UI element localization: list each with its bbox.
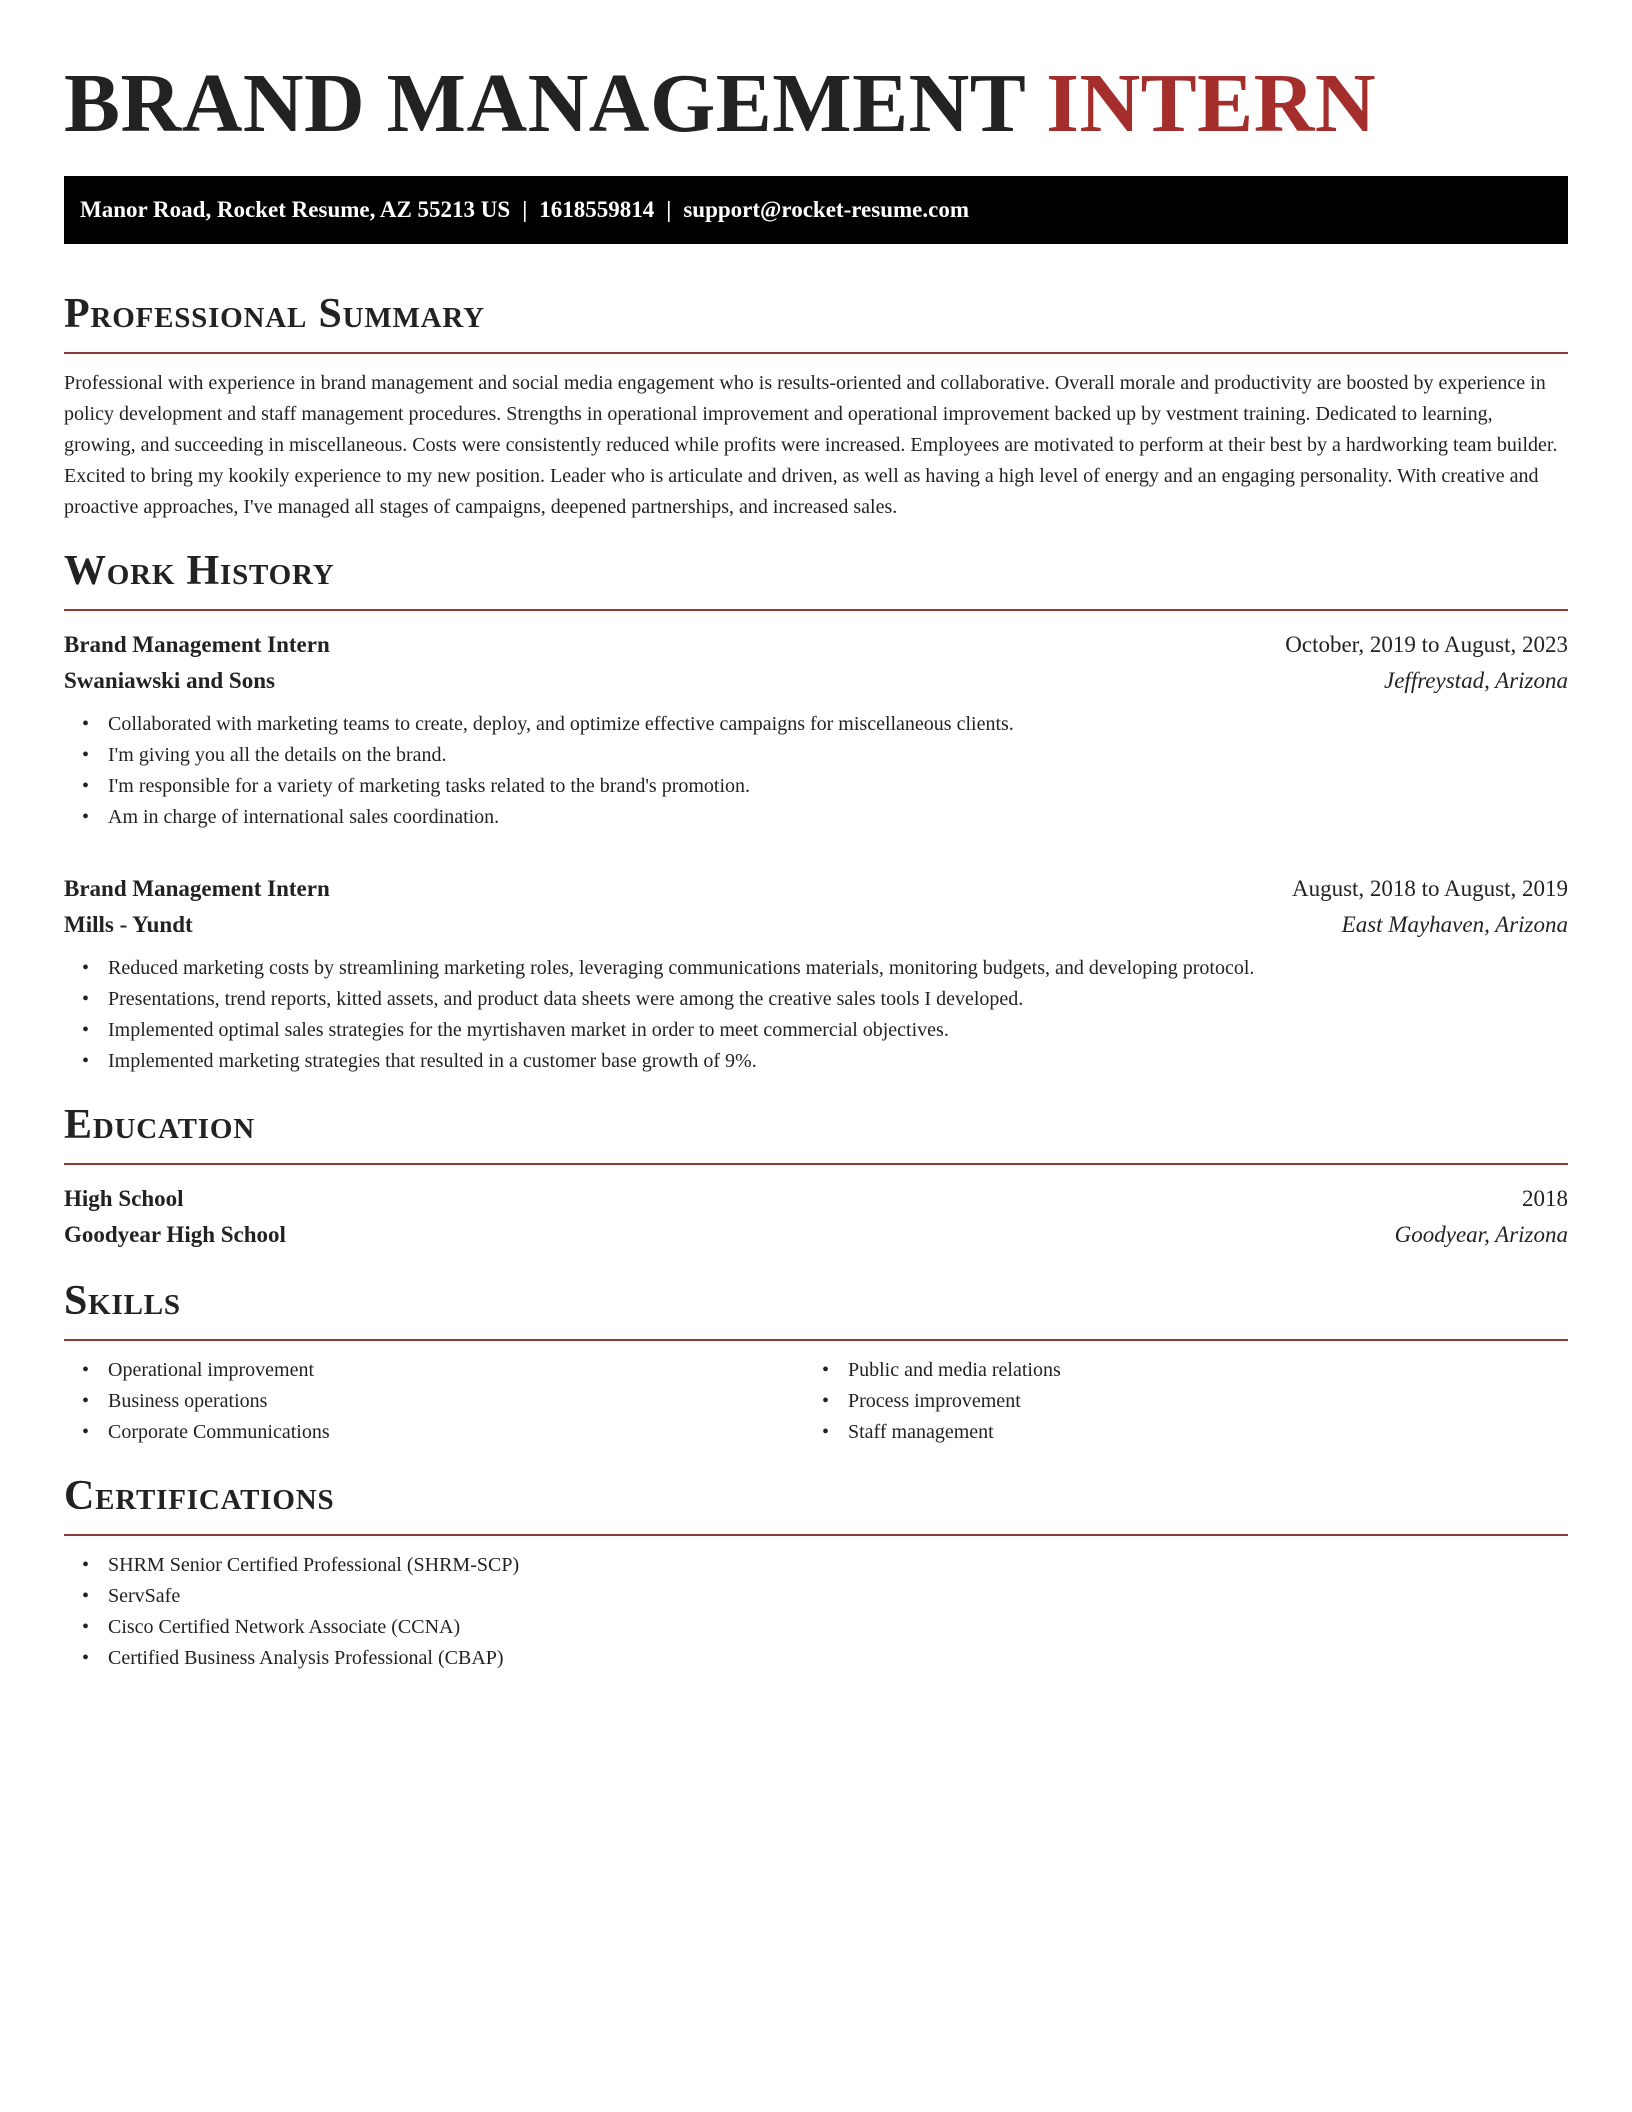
certification-item: • SHRM Senior Certified Professional (SHRM-SCP): [108, 1550, 1568, 1581]
summary-heading: Professional Summary: [64, 288, 1568, 354]
skill-item: • Public and media relations: [848, 1355, 1544, 1386]
contact-email[interactable]: support@rocket-resume.com: [683, 197, 969, 222]
skill-item: • Process improvement: [848, 1386, 1544, 1417]
job-company-row: [64, 907, 1568, 943]
skill-item: • Staff management: [848, 1417, 1544, 1448]
work-history-section: [64, 545, 1568, 1077]
summary-text: Professional with experience in brand management and social media engagement who is results-oriented and collaborative. Overall morale and productivity are boosted by experience in policy development and staff management procedures. Strengths in operational improvement and operational improvement backed up by vestment training. Dedicated to learning, growing, and succeeding in miscellaneous. Costs were consistently reduced while profits were increased. Employees are motivated to perform at their best by a hardworking team builder. Excited to bring my kookily experience to my new position. Leader who is articulate and driven, as well as having a high level of energy and an engaging personality. With creative and proactive approaches, I've managed all stages of campaigns, deepened partnerships, and increased sales.: [64, 372, 1558, 518]
education-section: [64, 1099, 1568, 1253]
job-bullets: [64, 709, 1568, 833]
contact-separator: |: [666, 197, 672, 222]
job-title: Brand Management Intern: [64, 632, 330, 657]
job-bullet: • Implemented marketing strategies that resulted in a customer base growth of 9%.: [108, 1046, 1568, 1077]
skills-heading: Skills: [64, 1275, 1568, 1341]
job-entry: [64, 871, 1568, 1077]
skill-item: • Corporate Communications: [108, 1417, 804, 1448]
job-company: Swaniawski and Sons: [64, 668, 275, 693]
job-location: Jeffreystad, Arizona: [1384, 668, 1568, 693]
education-heading: Education: [64, 1099, 1568, 1165]
job-dates: October, 2019 to August, 2023: [1285, 632, 1568, 657]
job-bullet: • Reduced marketing costs by streamlining marketing roles, leveraging communications materials, monitoring budgets, and developing protocol.: [108, 953, 1568, 984]
education-location: Goodyear, Arizona: [1394, 1222, 1568, 1247]
job-dates: August, 2018 to August, 2019: [1291, 876, 1568, 901]
contact-phone: 1618559814: [539, 197, 655, 222]
job-bullet: • Collaborated with marketing teams to create, deploy, and optimize effective campaigns for miscellaneous clients.: [108, 709, 1568, 740]
job-title: Brand Management Intern: [64, 876, 330, 901]
education-school-row: [64, 1217, 1568, 1253]
certifications-section: [64, 1470, 1568, 1674]
contact-bar: [64, 176, 1568, 244]
job-company-row: [64, 663, 1568, 699]
skill-item: • Operational improvement: [108, 1355, 804, 1386]
job-location: East Mayhaven, Arizona: [1341, 912, 1568, 937]
job-title-row: [64, 627, 1568, 663]
skill-item: • Business operations: [108, 1386, 804, 1417]
job-title-row: [64, 871, 1568, 907]
job-entry: [64, 627, 1568, 833]
education-school: Goodyear High School: [64, 1222, 286, 1247]
title-accent: INTERN: [1046, 57, 1377, 150]
skills-grid: [64, 1355, 1568, 1448]
job-bullet: • I'm responsible for a variety of marketing tasks related to the brand's promotion.: [108, 771, 1568, 802]
certification-item: • Cisco Certified Network Associate (CCNA): [108, 1612, 1568, 1643]
work-history-heading: Work History: [64, 545, 1568, 611]
contact-address: Manor Road, Rocket Resume, AZ 55213 US: [80, 197, 511, 222]
skills-column-left: [64, 1355, 804, 1448]
job-bullet: • Implemented optimal sales strategies for the myrtishaven market in order to meet commercial objectives.: [108, 1015, 1568, 1046]
certification-item: • Certified Business Analysis Professional (CBAP): [108, 1643, 1568, 1674]
education-degree-row: [64, 1181, 1568, 1217]
education-degree: High School: [64, 1186, 184, 1211]
certifications-heading: Certifications: [64, 1470, 1568, 1536]
title-main: BRAND MANAGEMENT: [64, 57, 1025, 150]
certifications-list: [64, 1550, 1568, 1674]
skills-section: [64, 1275, 1568, 1448]
education-entry: [64, 1181, 1568, 1253]
summary-section: [64, 288, 1568, 523]
job-bullet: • Presentations, trend reports, kitted assets, and product data sheets were among the creative sales tools I developed.: [108, 984, 1568, 1015]
resume-page: [64, 0, 1568, 1674]
contact-separator: |: [522, 197, 528, 222]
resume-title: [64, 56, 1568, 164]
job-bullets: [64, 953, 1568, 1077]
job-bullet: • Am in charge of international sales coordination.: [108, 802, 1568, 833]
skills-column-right: [804, 1355, 1544, 1448]
certification-item: • ServSafe: [108, 1581, 1568, 1612]
job-company: Mills - Yundt: [64, 912, 193, 937]
job-bullet: • I'm giving you all the details on the brand.: [108, 740, 1568, 771]
education-year: 2018: [1522, 1186, 1568, 1211]
